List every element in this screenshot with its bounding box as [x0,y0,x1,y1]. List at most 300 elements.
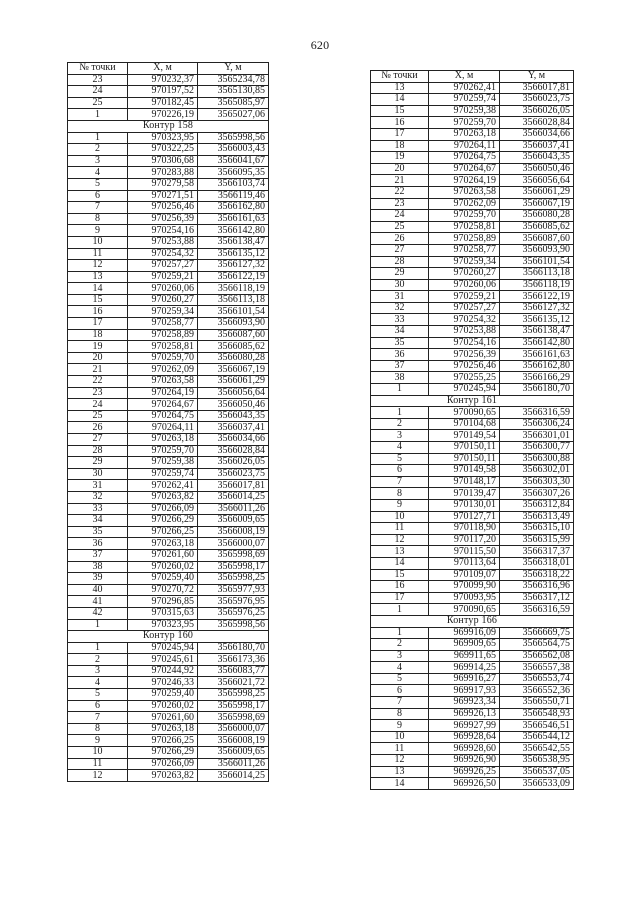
point-number: 10 [371,511,429,523]
table-row [371,731,574,743]
table-row [371,140,574,152]
x-coordinate: 970266,25 [128,735,198,747]
table-row [371,557,574,569]
point-number: 25 [371,221,429,233]
x-coordinate: 970254,32 [429,314,500,326]
point-number: 16 [371,117,429,129]
x-coordinate: 970149,54 [429,430,500,442]
table-row [68,480,269,492]
point-number: 18 [68,329,128,341]
table-row [68,190,269,202]
table-row [371,268,574,280]
x-coordinate: 970109,07 [429,569,500,581]
x-coordinate: 970264,67 [429,163,500,175]
point-number: 3 [371,430,429,442]
y-coordinate: 3565998,25 [198,573,269,585]
table-row [371,186,574,198]
y-coordinate: 3566316,96 [500,581,574,593]
x-coordinate: 969909,65 [429,639,500,651]
point-number: 33 [371,314,429,326]
point-number: 19 [68,341,128,353]
y-coordinate: 3566173,36 [198,654,269,666]
y-coordinate: 3566180,70 [500,384,574,396]
table-row [68,202,269,214]
contour-heading: Контур 160 [68,631,269,643]
table-row [68,283,269,295]
point-number: 35 [371,337,429,349]
table-row [371,349,574,361]
table-row [371,743,574,755]
y-coordinate: 3566080,28 [500,210,574,222]
table-row [371,326,574,338]
table-row [68,248,269,260]
point-number: 13 [371,546,429,558]
x-coordinate: 970264,75 [128,410,198,422]
table-row [371,662,574,674]
point-number: 37 [68,549,128,561]
x-coordinate: 970148,17 [429,476,500,488]
x-coordinate: 970260,02 [128,700,198,712]
y-coordinate: 3566312,84 [500,499,574,511]
table-row [68,538,269,550]
point-number: 2 [68,144,128,156]
table-row [68,329,269,341]
y-coordinate: 3565976,95 [198,596,269,608]
point-number: 17 [371,128,429,140]
y-coordinate: 3566000,07 [198,723,269,735]
point-number: 9 [371,499,429,511]
point-number: 25 [68,410,128,422]
y-coordinate: 3566113,18 [198,294,269,306]
x-coordinate: 970127,71 [429,511,500,523]
y-coordinate: 3566043,35 [198,410,269,422]
x-coordinate: 970260,27 [128,294,198,306]
y-coordinate: 3566008,19 [198,526,269,538]
table-row [68,712,269,724]
y-coordinate: 3566093,90 [198,318,269,330]
point-number: 26 [371,233,429,245]
x-coordinate: 970270,72 [128,584,198,596]
x-coordinate: 970323,95 [128,619,198,631]
point-number: 4 [371,662,429,674]
x-coordinate: 970245,61 [128,654,198,666]
table-row [68,271,269,283]
y-coordinate: 3566127,32 [198,260,269,272]
table-row [68,213,269,225]
x-coordinate: 970259,21 [128,271,198,283]
y-coordinate: 3566544,12 [500,731,574,743]
y-coordinate: 3566135,12 [198,248,269,260]
table-row [68,515,269,527]
table-row [68,178,269,190]
point-number: 40 [68,584,128,596]
table-row [68,318,269,330]
contour-heading-row [68,120,269,132]
coordinates-table-left [67,62,269,782]
table-row [371,720,574,732]
x-coordinate: 970264,19 [429,175,500,187]
x-coordinate: 970150,11 [429,442,500,454]
point-number: 21 [68,364,128,376]
point-number: 39 [68,573,128,585]
point-number: 15 [68,294,128,306]
table-row [68,97,269,109]
y-coordinate: 3566538,95 [500,755,574,767]
table-row [371,256,574,268]
table-row [371,685,574,697]
x-coordinate: 970266,09 [128,503,198,515]
point-number: 17 [68,318,128,330]
x-coordinate: 969928,60 [429,743,500,755]
point-number: 8 [371,708,429,720]
x-coordinate: 970260,06 [429,279,500,291]
point-number: 15 [371,105,429,117]
y-coordinate: 3566316,59 [500,604,574,616]
x-coordinate: 970260,27 [429,268,500,280]
point-number: 30 [371,279,429,291]
x-coordinate: 969916,09 [429,627,500,639]
table-row [68,225,269,237]
point-number: 14 [68,283,128,295]
table-row [371,430,574,442]
table-row [68,457,269,469]
table-row [371,279,574,291]
y-coordinate: 3566043,35 [500,152,574,164]
y-coordinate: 3566056,64 [500,175,574,187]
y-coordinate: 3566083,77 [198,665,269,677]
table-row [371,105,574,117]
point-number: 26 [68,422,128,434]
point-number: 8 [68,723,128,735]
y-coordinate: 3566161,63 [500,349,574,361]
y-coordinate: 3566548,93 [500,708,574,720]
table-row [371,569,574,581]
x-coordinate: 969926,13 [429,708,500,720]
x-coordinate: 970104,68 [429,418,500,430]
table-row [371,604,574,616]
table-row [371,221,574,233]
y-coordinate: 3566317,37 [500,546,574,558]
table-row [371,233,574,245]
point-number: 20 [371,163,429,175]
y-coordinate: 3566542,55 [500,743,574,755]
x-coordinate: 970255,25 [429,372,500,384]
point-number: 24 [68,399,128,411]
table-row [371,546,574,558]
point-number: 22 [68,376,128,388]
table-row [371,534,574,546]
y-coordinate: 3566011,26 [198,503,269,515]
table-row [371,639,574,651]
y-coordinate: 3566028,84 [198,445,269,457]
y-coordinate: 3566118,19 [500,279,574,291]
y-coordinate: 3566103,74 [198,178,269,190]
y-coordinate: 3566067,19 [198,364,269,376]
contour-heading-row [371,395,574,407]
y-coordinate: 3566080,28 [198,352,269,364]
header-x: X, м [128,63,198,75]
table-row [371,523,574,535]
x-coordinate: 970257,27 [429,302,500,314]
y-coordinate: 3566009,65 [198,515,269,527]
point-number: 5 [68,689,128,701]
x-coordinate: 969926,25 [429,766,500,778]
table-row [68,387,269,399]
x-coordinate: 970262,09 [429,198,500,210]
contour-heading-row [371,615,574,627]
table-row [68,410,269,422]
x-coordinate: 970259,38 [429,105,500,117]
y-coordinate: 3566546,51 [500,720,574,732]
point-number: 7 [68,712,128,724]
table-row [371,128,574,140]
y-coordinate: 3566087,60 [500,233,574,245]
table-row [371,360,574,372]
table-row [371,673,574,685]
point-number: 13 [371,82,429,94]
x-coordinate: 970262,41 [128,480,198,492]
table-row [68,376,269,388]
x-coordinate: 970117,20 [429,534,500,546]
point-number: 7 [68,202,128,214]
x-coordinate: 970118,90 [429,523,500,535]
point-number: 1 [68,642,128,654]
point-number: 11 [371,523,429,535]
x-coordinate: 970262,41 [429,82,500,94]
x-coordinate: 970258,77 [429,244,500,256]
table-row [371,94,574,106]
point-number: 29 [68,457,128,469]
x-coordinate: 970259,40 [128,573,198,585]
point-number: 2 [371,639,429,651]
y-coordinate: 3566557,38 [500,662,574,674]
y-coordinate: 3566318,01 [500,557,574,569]
point-number: 31 [371,291,429,303]
x-coordinate: 970256,39 [429,349,500,361]
header-y: Y, м [500,71,574,83]
page-number: 620 [310,38,330,52]
point-number: 36 [371,349,429,361]
table-row [68,735,269,747]
y-coordinate: 3566014,25 [198,491,269,503]
point-number: 7 [371,476,429,488]
table-row [68,654,269,666]
point-number: 16 [371,581,429,593]
table-row [371,163,574,175]
table-row [371,244,574,256]
table-row [68,770,269,782]
y-coordinate: 3566061,29 [198,376,269,388]
table-row [68,491,269,503]
point-number: 1 [371,604,429,616]
table-row [68,561,269,573]
table-row [371,708,574,720]
x-coordinate: 970262,09 [128,364,198,376]
x-coordinate: 970259,38 [128,457,198,469]
x-coordinate: 970266,29 [128,747,198,759]
x-coordinate: 970263,58 [429,186,500,198]
table-row [68,596,269,608]
y-coordinate: 3566119,46 [198,190,269,202]
table-row [371,488,574,500]
y-coordinate: 3566300,88 [500,453,574,465]
y-coordinate: 3565027,06 [198,109,269,121]
point-number: 34 [371,326,429,338]
x-coordinate: 970256,46 [128,202,198,214]
point-number: 3 [371,650,429,662]
point-number: 28 [371,256,429,268]
y-coordinate: 3566166,29 [500,372,574,384]
y-coordinate: 3566306,24 [500,418,574,430]
y-coordinate: 3566553,74 [500,673,574,685]
table-row [68,155,269,167]
table-row [371,465,574,477]
y-coordinate: 3566142,80 [198,225,269,237]
point-number: 3 [68,665,128,677]
x-coordinate: 970099,90 [429,581,500,593]
point-number: 20 [68,352,128,364]
header-y: Y, м [198,63,269,75]
table-row [371,198,574,210]
point-number: 15 [371,569,429,581]
point-number: 14 [371,557,429,569]
x-coordinate: 970263,18 [128,538,198,550]
contour-heading: Контур 161 [371,395,574,407]
table-row [68,607,269,619]
y-coordinate: 3566300,77 [500,442,574,454]
table-row [68,86,269,98]
y-coordinate: 3566161,63 [198,213,269,225]
coordinates-table-right [370,70,574,790]
point-number: 2 [68,654,128,666]
x-coordinate: 970259,70 [128,352,198,364]
x-coordinate: 970259,34 [429,256,500,268]
y-coordinate: 3565998,25 [198,689,269,701]
x-coordinate: 970244,92 [128,665,198,677]
x-coordinate: 970296,85 [128,596,198,608]
x-coordinate: 970254,32 [128,248,198,260]
point-number: 4 [371,442,429,454]
point-number: 38 [68,561,128,573]
table-row [371,175,574,187]
y-coordinate: 3566093,90 [500,244,574,256]
x-coordinate: 969914,25 [429,662,500,674]
point-number: 10 [68,236,128,248]
table-row [371,152,574,164]
table-row [371,697,574,709]
y-coordinate: 3565998,56 [198,619,269,631]
y-coordinate: 3566056,64 [198,387,269,399]
x-coordinate: 970263,82 [128,491,198,503]
y-coordinate: 3566552,36 [500,685,574,697]
y-coordinate: 3566122,19 [198,271,269,283]
point-number: 36 [68,538,128,550]
y-coordinate: 3566085,62 [198,341,269,353]
table-row [371,302,574,314]
point-number: 23 [371,198,429,210]
point-number: 4 [68,677,128,689]
header-x: X, м [429,71,500,83]
table-row [371,117,574,129]
x-coordinate: 970258,81 [128,341,198,353]
y-coordinate: 3565998,69 [198,712,269,724]
x-coordinate: 970266,29 [128,515,198,527]
table-row [68,468,269,480]
table-row [371,511,574,523]
y-coordinate: 3566014,25 [198,770,269,782]
point-number: 12 [371,755,429,767]
table-row [68,364,269,376]
x-coordinate: 970130,01 [429,499,500,511]
x-coordinate: 970257,27 [128,260,198,272]
point-number: 12 [371,534,429,546]
x-coordinate: 970090,65 [429,407,500,419]
point-number: 12 [68,770,128,782]
point-number: 13 [371,766,429,778]
y-coordinate: 3566318,22 [500,569,574,581]
point-number: 9 [371,720,429,732]
point-number: 8 [68,213,128,225]
point-number: 10 [68,747,128,759]
x-coordinate: 970263,82 [128,770,198,782]
x-coordinate: 969917,93 [429,685,500,697]
x-coordinate: 970263,18 [429,128,500,140]
point-number: 13 [68,271,128,283]
x-coordinate: 970113,64 [429,557,500,569]
point-number: 3 [68,155,128,167]
y-coordinate: 3566138,47 [500,326,574,338]
x-coordinate: 970258,89 [429,233,500,245]
y-coordinate: 3566021,72 [198,677,269,689]
contour-heading-row [68,631,269,643]
x-coordinate: 970261,60 [128,712,198,724]
x-coordinate: 970259,70 [128,445,198,457]
table-row [68,144,269,156]
table-row [68,399,269,411]
point-number: 6 [371,685,429,697]
table-row [68,352,269,364]
table-row [371,627,574,639]
table-row [371,82,574,94]
point-number: 1 [68,109,128,121]
y-coordinate: 3565234,78 [198,74,269,86]
x-coordinate: 970149,58 [429,465,500,477]
table-row [371,384,574,396]
point-number: 24 [68,86,128,98]
x-coordinate: 970253,88 [128,236,198,248]
point-number: 10 [371,731,429,743]
y-coordinate: 3566061,29 [500,186,574,198]
y-coordinate: 3566537,05 [500,766,574,778]
point-number: 18 [371,140,429,152]
y-coordinate: 3566180,70 [198,642,269,654]
y-coordinate: 3566017,81 [198,480,269,492]
point-number: 29 [371,268,429,280]
y-coordinate: 3566000,07 [198,538,269,550]
table-row [68,167,269,179]
table-row [68,445,269,457]
table-row [371,372,574,384]
y-coordinate: 3565998,56 [198,132,269,144]
y-coordinate: 3566034,66 [198,434,269,446]
table-row [371,418,574,430]
point-number: 7 [371,697,429,709]
x-coordinate: 969923,34 [429,697,500,709]
point-number: 9 [68,225,128,237]
table-row [68,503,269,515]
point-number: 22 [371,186,429,198]
point-number: 23 [68,387,128,399]
